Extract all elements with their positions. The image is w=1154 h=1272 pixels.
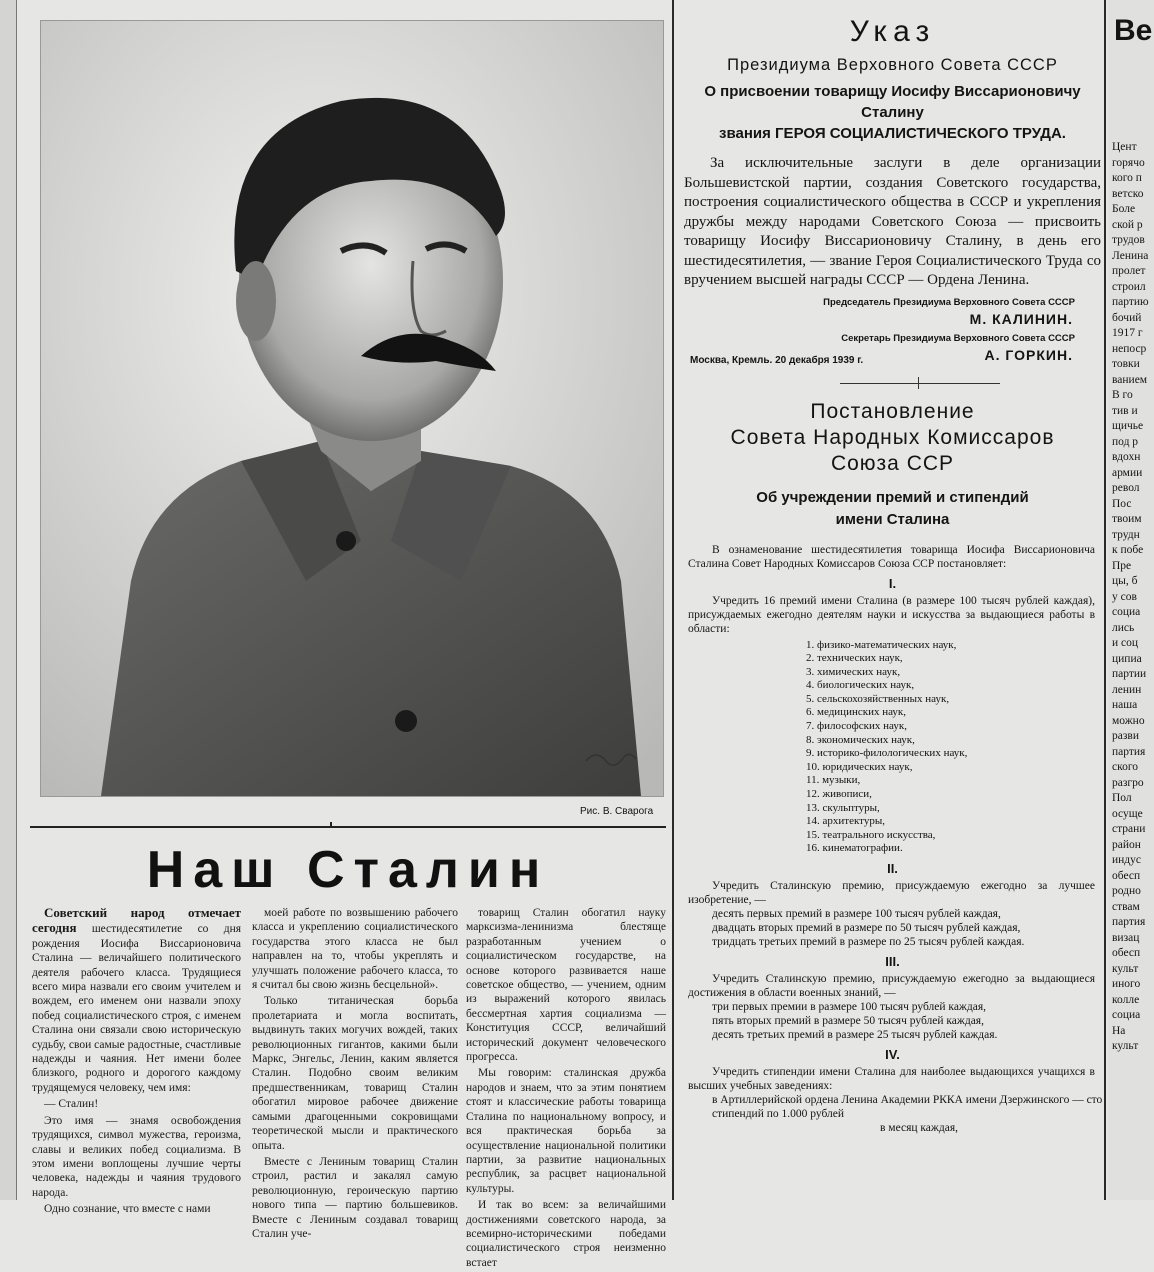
list-item: десять третьих премий в размере 25 тысяч рублей каждая. bbox=[712, 1029, 998, 1041]
article-headline: Наш Сталин bbox=[146, 841, 550, 899]
text-line: твоим bbox=[1112, 513, 1142, 525]
text-line: щичье bbox=[1112, 420, 1144, 432]
list-item: 10. юридических наук, bbox=[806, 760, 913, 773]
text-line: тив и bbox=[1112, 404, 1138, 417]
text-line: разгро bbox=[1112, 776, 1144, 789]
section-number: III. bbox=[885, 954, 900, 969]
text-line: и соц bbox=[1112, 637, 1139, 649]
list-item: 14. архитектуры, bbox=[806, 815, 885, 828]
decree-section bbox=[680, 14, 1105, 1135]
signatory-name: А. ГОРКИН. bbox=[984, 346, 1073, 363]
list-item: 5. сельскохозяйственных наук, bbox=[806, 692, 950, 705]
coat-shape bbox=[101, 441, 641, 796]
coat-button bbox=[336, 531, 356, 551]
text-line: ципиа bbox=[1112, 652, 1142, 665]
text-line: строил bbox=[1112, 280, 1146, 293]
list-item: пять вторых премий в размере 50 тысяч рублей каждая, bbox=[712, 1015, 984, 1027]
text-line: ской р bbox=[1112, 218, 1143, 231]
text-line: партия bbox=[1112, 916, 1146, 928]
list-item: 4. биологических наук, bbox=[806, 679, 915, 692]
list-item: 13. скульптуры, bbox=[806, 801, 880, 814]
article-paragraph: И так во всем: за величайшими достижениями советского народа, за всемирно-историческими победами социалистического строя неизменно встает bbox=[466, 1199, 666, 1269]
article-lead: Советский народ отмечает сегодня bbox=[32, 905, 241, 936]
text-line: Цент bbox=[1112, 141, 1137, 153]
text-line: страни bbox=[1112, 823, 1146, 835]
text-line: иного bbox=[1112, 978, 1141, 990]
section-number: II. bbox=[887, 861, 898, 876]
text-line: ванием bbox=[1112, 373, 1148, 386]
text-line: культ bbox=[1112, 962, 1139, 975]
text-line: горячо bbox=[1112, 156, 1145, 169]
text-line: социа bbox=[1112, 1009, 1141, 1021]
decree-signatures bbox=[680, 297, 1105, 375]
resolution-title: Постановление Совета Народных Комиссаров Союза ССР bbox=[730, 399, 1055, 475]
portrait-credit: Рис. В. Сварога bbox=[580, 806, 654, 817]
text-line: визац bbox=[1112, 931, 1140, 944]
coat-button bbox=[395, 710, 417, 732]
article-column-1 bbox=[32, 906, 241, 1219]
resolution-intro: В ознаменование шестидесятилетия товарища Иосифа Виссарионовича Сталина Совет Народных Комиссаров Союза ССР постановляет: bbox=[688, 543, 1095, 570]
list-item: тридцать третьих премий в размере по 25 тысяч рублей каждая. bbox=[712, 936, 1025, 948]
article-paragraph: Только титаническая борьба пролетариата и могла воспитать, выдвинуть таких могучих вождей, таких революционных гигантов, какими были Маркс, Энгельс, Ленин, каким является Сталин. Подобно своим великим предшественникам, товарищ Сталин обогатил мировое рабочее движение самыми драгоценными сокровищами теоретической мысли и практического опыта. bbox=[252, 995, 458, 1152]
text-line: лись bbox=[1112, 621, 1135, 634]
column-divider bbox=[1104, 0, 1106, 1200]
text-line: партии bbox=[1112, 668, 1147, 680]
article-paragraph: Советский народ отмечает сегодня шестидесятилетие со дня рождения Иосифа Виссарионовича Сталина — величайшего политического деятеля рабочего класса. Трудящиеся всего мира назвали его своим учителем и вождем, его именем они назвали эпоху побед социалистического строя, с именем Сталина они связали свою историческую судьбу, свои самые радостные, счастливые надежды и чаяния. Нет имени более близкого, родного и дорогого каждому трудящемуся человеку, чем имя: bbox=[32, 905, 242, 1094]
place-date: Москва, Кремль. 20 декабря 1939 г. bbox=[690, 354, 864, 366]
section-number: I. bbox=[888, 575, 897, 591]
text-line: обесп bbox=[1112, 869, 1141, 882]
list-item: 2. технических наук, bbox=[806, 652, 903, 665]
text-line: цы, б bbox=[1112, 575, 1138, 587]
text-line: наша bbox=[1112, 699, 1138, 711]
article-paragraph: моей работе по возвышению рабочего класса и укреплению социалистического государства этого класса не был направлен на то, чтобы укреплять и улучшать положение рабочего класса, то я считал бы свою жизнь бесцельной». bbox=[252, 907, 458, 992]
text-line: товки bbox=[1112, 358, 1140, 370]
text-line: под р bbox=[1112, 435, 1139, 448]
stalin-portrait bbox=[40, 20, 664, 797]
text-line: к побе bbox=[1112, 544, 1144, 556]
text-line: социа bbox=[1112, 606, 1141, 618]
resolution-heading: Об учреждении премий и стипендий имени Сталина bbox=[756, 488, 1029, 528]
section-ornament bbox=[680, 377, 1105, 391]
list-item: 8. экономических наук, bbox=[806, 733, 915, 746]
signatory-title: Председатель Президиума Верховного Совета СССР bbox=[823, 296, 1075, 308]
text-line: Боле bbox=[1112, 203, 1136, 215]
prize-fields-list bbox=[806, 639, 1105, 857]
list-item: 12. живописи, bbox=[806, 788, 872, 801]
decree-subtitle: Президиума Верховного Совета СССР bbox=[727, 56, 1058, 74]
adjacent-headline: Ве bbox=[1114, 14, 1153, 47]
text-line: Ленина bbox=[1112, 249, 1149, 262]
text-line: 1917 г bbox=[1112, 327, 1143, 339]
text-line: можно bbox=[1112, 714, 1145, 727]
column-divider bbox=[672, 0, 674, 1200]
decree-title: Указ bbox=[849, 15, 936, 48]
article-column-2 bbox=[252, 906, 458, 1243]
article-paragraph: Мы говорим: сталинская дружба народов и знаем, что за этим понятием стоят и классические работы товарища Сталина по национальному вопросу, и вся практическая борьба за осуществление национальной политики партии, за развитие национальных республик, за расцвет национальной культуры. bbox=[466, 1067, 666, 1195]
text-line: разви bbox=[1112, 730, 1139, 742]
adjacent-column-partial bbox=[1108, 0, 1154, 1200]
text-line: ветско bbox=[1112, 187, 1144, 200]
list-item: 16. кинематографии. bbox=[806, 842, 903, 855]
list-item: 11. музыки, bbox=[806, 774, 861, 787]
text-line: вдохн bbox=[1112, 451, 1141, 463]
article-paragraph: Это имя — знамя освобождения трудящихся, символ мужества, героизма, славы и великих побед социализма. В этом имени воплощены лучшие черты человека, надежды и чаяния трудового народа. bbox=[32, 1114, 241, 1199]
text-line: район bbox=[1112, 838, 1141, 851]
article-column-3 bbox=[466, 906, 666, 1272]
section-text: Учредить Сталинскую премию, присуждаемую ежегодно за выдающиеся достижения в области военных знаний, — bbox=[688, 973, 1095, 999]
text-line: На bbox=[1112, 1024, 1126, 1037]
decree-heading: О присвоении товарищу Иосифу Виссарионовичу Сталину звания ГЕРОЯ СОЦИАЛИСТИЧЕСКОГО ТРУДА. bbox=[704, 83, 1081, 142]
list-item: три первых премии в размере 100 тысяч рублей каждая, bbox=[712, 1001, 987, 1013]
text-line: ского bbox=[1112, 761, 1139, 773]
text-line: обесп bbox=[1112, 947, 1141, 959]
text-line: В го bbox=[1112, 389, 1133, 401]
article-paragraph: Вместе с Лениным товарищ Сталин строил, растил и закалял самую революционную, героическую партию нового типа — партию большевиков. Вместе с Лениным создавал товарищ Сталин уче- bbox=[252, 1155, 458, 1240]
list-item: в месяц каждая, bbox=[880, 1122, 958, 1134]
list-item: десять первых премий в размере 100 тысяч рублей каждая, bbox=[712, 908, 1001, 920]
signatory-title: Секретарь Президиума Верховного Совета СССР bbox=[841, 332, 1075, 344]
list-item: двадцать вторых премий в размере по 50 тысяч рублей каждая, bbox=[712, 922, 1021, 934]
text-line: у сов bbox=[1112, 590, 1137, 603]
text-line: Пре bbox=[1112, 559, 1132, 572]
section-text: Учредить Сталинскую премию, присуждаемую ежегодно за лучшее изобретение, — bbox=[688, 880, 1095, 906]
list-item: 9. историко-филологических наук, bbox=[806, 747, 968, 760]
list-item: в Артиллерийской ордена Ленина Академии РККА имени Дзержинского — сто стипендий по 1.000 рублей bbox=[712, 1094, 1103, 1120]
list-item: 7. философских наук, bbox=[806, 720, 907, 733]
list-item: 6. медицинских наук, bbox=[806, 706, 907, 719]
text-line: пролет bbox=[1112, 265, 1146, 277]
text-line: ствам bbox=[1112, 900, 1140, 913]
text-line: культ bbox=[1112, 1040, 1139, 1052]
text-line: непоср bbox=[1112, 342, 1147, 355]
section-text: Учредить 16 премий имени Сталина (в размере 100 тысяч рублей каждая), присуждаемых ежегодно деятелям науки и искусства за выдающиеся работы в области: bbox=[688, 594, 1095, 635]
page-fold-edge bbox=[0, 0, 17, 1200]
text-line: партия bbox=[1112, 745, 1146, 758]
text-line: трудов bbox=[1112, 234, 1145, 246]
article-paragraph: Одно сознание, что вместе с нами bbox=[44, 1203, 211, 1216]
section-text: Учредить стипендии имени Сталина для наиболее выдающихся учащихся в высших учебных заведениях: bbox=[688, 1066, 1095, 1092]
article-paragraph: товарищ Сталин обогатил науку марксизма-ленинизма блестяще разработанным учением о социалистическом государстве, на основе которого развивается наше советское общество, — учением, одним из выражений которого явилась бессмертная хартия социализма — Конституция СССР, величайший исторический документ человеческого прогресса. bbox=[466, 907, 666, 1064]
decree-body: За исключительные заслуги в деле организации Большевистской партии, создания Советского государства, построения социалистического общества в СССР и укрепления дружбы между народами Советского Союза — присвоить товарищу Иосифу Виссарионовичу Сталину, в день его шестидесятилетия, — звание Героя Социалистического Труда со вручением высшей награды СССР — Ордена Ленина. bbox=[684, 155, 1101, 288]
list-item: 15. театрального искусства, bbox=[806, 828, 936, 841]
list-item: 1. физико-математических наук, bbox=[806, 638, 957, 651]
text-line: армии bbox=[1112, 466, 1143, 479]
text-line: колле bbox=[1112, 993, 1140, 1006]
text-line: Пос bbox=[1112, 497, 1132, 510]
section-number: IV. bbox=[885, 1047, 900, 1062]
text-line: револ bbox=[1112, 482, 1140, 494]
text-line: бочий bbox=[1112, 311, 1142, 324]
text-line: кого п bbox=[1112, 172, 1142, 184]
text-line: трудн bbox=[1112, 528, 1140, 541]
banner-rule bbox=[30, 826, 666, 828]
portrait-illustration bbox=[41, 21, 663, 796]
article-paragraph: — Сталин! bbox=[44, 1098, 99, 1111]
text-line: Пол bbox=[1112, 792, 1132, 804]
text-line: осуще bbox=[1112, 807, 1143, 820]
signatory-name: М. КАЛИНИН. bbox=[969, 310, 1073, 327]
text-line: индус bbox=[1112, 854, 1142, 866]
text-line: ленин bbox=[1112, 683, 1142, 696]
text-line: родно bbox=[1112, 885, 1141, 897]
adjacent-text bbox=[1112, 140, 1149, 1055]
list-item: 3. химических наук, bbox=[806, 665, 901, 678]
text-line: партию bbox=[1112, 296, 1149, 308]
